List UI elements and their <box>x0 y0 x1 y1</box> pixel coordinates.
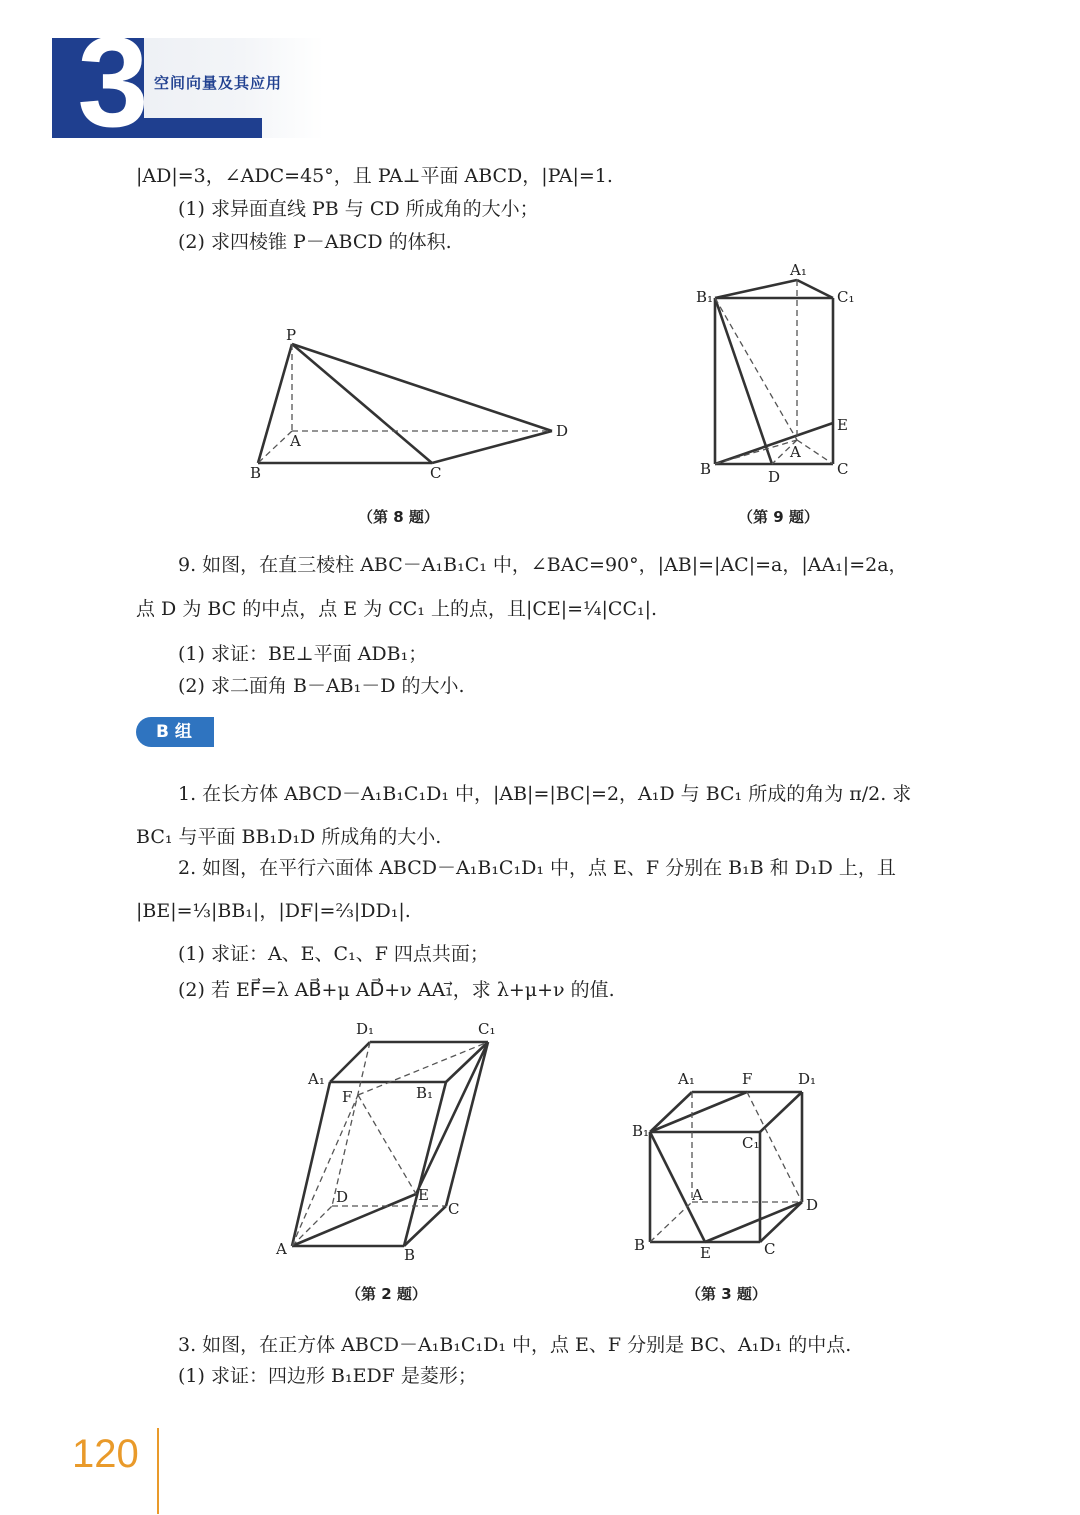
figure-9 <box>690 260 870 490</box>
edge-CD <box>760 1202 802 1242</box>
label-A1: A₁ <box>308 1070 325 1088</box>
edge-EC1 <box>416 1042 488 1194</box>
label-B1: B₁ <box>696 288 714 306</box>
chapter-title: 空间向量及其应用 <box>154 74 283 92</box>
b3-statement: 3. 如图，在正方体 ABCD－A₁B₁C₁D₁ 中，点 E、F 分别是 BC、A₁D₁ 的中点. <box>178 1334 852 1356</box>
label-E: E <box>418 1186 429 1204</box>
caption-fig8: （第 8 题） <box>358 508 439 526</box>
label-B: B <box>700 460 712 478</box>
edge-B1B <box>404 1082 446 1246</box>
label-C1: C₁ <box>837 288 855 306</box>
caption-fig3: （第 3 题） <box>686 1285 767 1303</box>
problem8-condition: |AD|=3，∠ADC=45°，且 PA⊥平面 ABCD，|PA|=1. <box>136 165 613 187</box>
b2-statement: 2. 如图，在平行六面体 ABCD－A₁B₁C₁D₁ 中，点 E、F 分别在 B₁B 和 D₁D 上，且 <box>178 857 896 879</box>
edge-A1D1 <box>330 1042 370 1082</box>
label-D1: D₁ <box>356 1020 375 1038</box>
group-b-label: B 组 <box>136 717 214 747</box>
label-P: P <box>286 326 297 344</box>
problem8-part2: (2) 求四棱锥 P－ABCD 的体积. <box>178 231 452 253</box>
label-E: E <box>700 1244 711 1262</box>
edge-A1A <box>292 1082 330 1246</box>
edge-A1C1 <box>797 280 833 298</box>
edge-AD-hidden <box>292 1206 332 1246</box>
label-B: B <box>250 464 262 482</box>
figure-8 <box>240 320 580 490</box>
b2-part2: (2) 若 EF⃗=λ AB⃗+μ AD⃗+ν AA₁⃗，求 λ+μ+ν 的值. <box>178 979 615 1001</box>
label-D: D <box>768 468 781 486</box>
b1-statement-cont: BC₁ 与平面 BB₁D₁D 所成角的大小. <box>136 826 442 848</box>
problem9-statement: 9. 如图，在直三棱柱 ABC－A₁B₁C₁ 中，∠BAC=90°，|AB|=|AC|=a，|AA₁|=2a， <box>178 554 908 576</box>
edge-BA-hidden <box>715 440 797 464</box>
caption-fig2: （第 2 题） <box>346 1285 427 1303</box>
edge-PD <box>292 344 552 431</box>
label-C: C <box>837 460 849 478</box>
edge-BA-hidden <box>650 1202 692 1242</box>
edge-B1F <box>650 1092 747 1132</box>
label-F: F <box>742 1070 753 1088</box>
edge-C1C <box>446 1042 488 1206</box>
edge-FE-hidden <box>358 1095 416 1194</box>
label-A1: A₁ <box>790 261 807 279</box>
label-A: A <box>692 1186 703 1204</box>
label-D1: D₁ <box>798 1070 817 1088</box>
edge-C1D1 <box>760 1092 802 1132</box>
problem8-part1: (1) 求异面直线 PB 与 CD 所成角的大小； <box>178 198 539 220</box>
problem9-part1: (1) 求证：BE⊥平面 ADB₁； <box>178 643 428 665</box>
edge-CD <box>432 431 552 463</box>
label-A: A <box>790 443 801 461</box>
b2-part1: (1) 求证：A、E、C₁、F 四点共面； <box>178 943 489 965</box>
label-B: B <box>634 1236 646 1254</box>
edge-BE <box>715 423 833 464</box>
label-B1: B₁ <box>632 1122 650 1140</box>
label-B: B <box>404 1246 416 1264</box>
label-F: F <box>342 1088 353 1106</box>
edge-AE <box>292 1194 416 1246</box>
label-E: E <box>837 416 848 434</box>
b3-part1: (1) 求证：四边形 B₁EDF 是菱形； <box>178 1365 477 1387</box>
figure-b3 <box>630 1066 830 1266</box>
edge-B1A1 <box>650 1092 692 1132</box>
label-C1: C₁ <box>742 1134 760 1152</box>
edge-B1D <box>715 298 772 464</box>
label-A: A <box>290 432 301 450</box>
edge-PC <box>292 344 432 463</box>
figure-b2 <box>270 1020 510 1270</box>
label-A1: A₁ <box>678 1070 695 1088</box>
page-number: 120 <box>72 1432 139 1476</box>
label-A: A <box>276 1240 287 1258</box>
label-C: C <box>764 1240 776 1258</box>
label-C: C <box>430 464 442 482</box>
label-C: C <box>448 1200 460 1218</box>
label-C1: C₁ <box>478 1020 496 1038</box>
edge-ED <box>705 1202 802 1242</box>
b2-statement-cont: |BE|=⅓|BB₁|，|DF|=⅔|DD₁|. <box>136 900 411 922</box>
edge-AC-hidden <box>797 440 833 464</box>
problem9-part2: (2) 求二面角 B－AB₁－D 的大小. <box>178 675 465 697</box>
label-B1: B₁ <box>416 1084 434 1102</box>
page-number-rule <box>157 1428 159 1514</box>
edge-PB <box>258 344 292 463</box>
label-D: D <box>556 422 569 440</box>
edge-B1A1 <box>715 280 797 298</box>
label-D: D <box>806 1196 819 1214</box>
chapter-header-strip <box>144 118 262 138</box>
label-D: D <box>336 1188 349 1206</box>
caption-fig9: （第 9 题） <box>738 508 819 526</box>
b1-statement: 1. 在长方体 ABCD－A₁B₁C₁D₁ 中，|AB|=|BC|=2，A₁D 与 BC₁ 所成的角为 π/2. 求 <box>178 783 912 805</box>
problem9-statement-cont: 点 D 为 BC 的中点，点 E 为 CC₁ 上的点，且|CE|=¼|CC₁|. <box>136 598 658 620</box>
edge-D1D-hidden <box>332 1042 370 1206</box>
chapter-number: 3 <box>77 11 149 154</box>
